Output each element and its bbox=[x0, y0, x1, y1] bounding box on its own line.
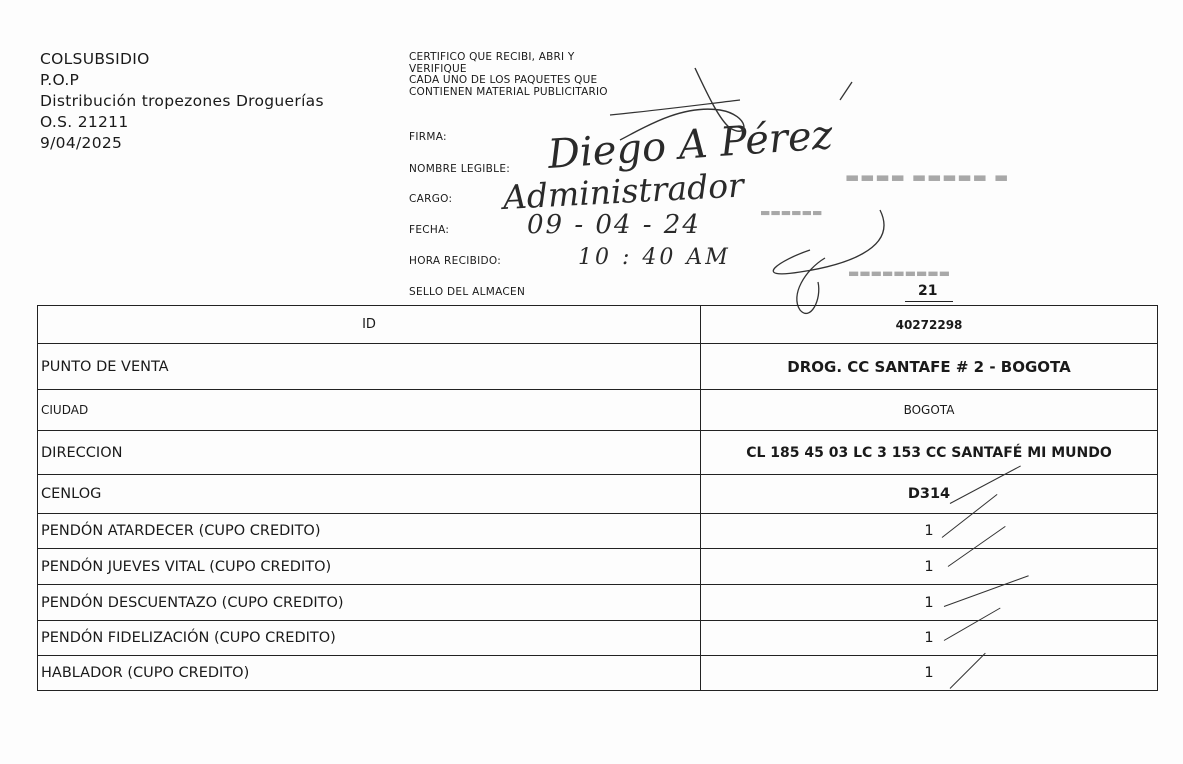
cert-line: VERIFIQUE bbox=[409, 62, 467, 75]
table-row bbox=[38, 430, 1157, 474]
row-label: PENDÓN FIDELIZACIÓN (CUPO CREDITO) bbox=[38, 621, 701, 655]
handwritten-cargo: Administrador bbox=[501, 165, 745, 217]
table-row bbox=[38, 474, 1157, 513]
certification-text bbox=[409, 52, 608, 98]
row-label: PENDÓN JUEVES VITAL (CUPO CREDITO) bbox=[38, 549, 701, 584]
row-label: CIUDAD bbox=[38, 390, 701, 430]
id-value: 40272298 bbox=[895, 317, 963, 332]
table-row bbox=[38, 389, 1157, 430]
stamp-mark: ▬▬▬▬ ▬▬▬▬▬ ▬ bbox=[845, 168, 1010, 186]
table-row bbox=[38, 548, 1157, 584]
row-value: D314 bbox=[907, 486, 951, 502]
row-label: PENDÓN DESCUENTAZO (CUPO CREDITO) bbox=[38, 585, 701, 620]
row-value: 1 bbox=[924, 523, 934, 539]
table-row bbox=[38, 513, 1157, 548]
stamp-mark: ▬▬▬▬▬▬▬▬▬ bbox=[848, 266, 951, 280]
header-block bbox=[40, 49, 324, 154]
table-row bbox=[38, 655, 1157, 690]
sello-underline bbox=[905, 301, 953, 302]
cargo-label: CARGO: bbox=[409, 193, 453, 205]
sello-number: 21 bbox=[918, 283, 938, 299]
hora-label: HORA RECIBIDO: bbox=[409, 255, 502, 267]
nombre-label: NOMBRE LEGIBLE: bbox=[409, 163, 511, 175]
table-row bbox=[38, 620, 1157, 655]
row-value: BOGOTA bbox=[903, 403, 955, 417]
company-name: COLSUBSIDIO bbox=[40, 50, 150, 68]
stamp-mark: ▬▬▬▬▬▬ bbox=[760, 206, 823, 219]
id-label: ID bbox=[38, 306, 701, 343]
row-label: DIRECCION bbox=[38, 431, 701, 474]
table-row bbox=[38, 306, 1157, 343]
firma-label: FIRMA: bbox=[409, 131, 447, 143]
row-value: 1 bbox=[924, 630, 934, 646]
document-date: 9/04/2025 bbox=[40, 134, 123, 152]
row-label: PENDÓN ATARDECER (CUPO CREDITO) bbox=[38, 514, 701, 548]
cert-line: CONTIENEN MATERIAL PUBLICITARIO bbox=[409, 85, 608, 98]
handwritten-fecha: 09 - 04 - 24 bbox=[527, 210, 701, 240]
fecha-label: FECHA: bbox=[409, 224, 450, 236]
row-value: 1 bbox=[924, 665, 934, 681]
cert-line: CERTIFICO QUE RECIBI, ABRI Y bbox=[409, 51, 575, 63]
handwritten-name: Diego A Pérez bbox=[546, 112, 835, 178]
row-value: CL 185 45 03 LC 3 153 CC SANTAFÉ MI MUNDO bbox=[746, 444, 1112, 461]
pop-label: P.O.P bbox=[40, 71, 80, 89]
sello-label: SELLO DEL ALMACEN bbox=[409, 286, 526, 298]
row-label: CENLOG bbox=[38, 475, 701, 513]
distribution-title: Distribución tropezones Droguerías bbox=[40, 92, 324, 110]
row-label: HABLADOR (CUPO CREDITO) bbox=[38, 656, 701, 690]
table-row bbox=[38, 343, 1157, 389]
row-value: 1 bbox=[924, 558, 934, 575]
signature-scribble bbox=[600, 60, 900, 330]
row-value: 1 bbox=[924, 594, 934, 611]
row-value: DROG. CC SANTAFE # 2 - BOGOTA bbox=[787, 357, 1071, 376]
handwritten-hora: 10 : 40 AM bbox=[578, 245, 731, 270]
cert-line: CADA UNO DE LOS PAQUETES QUE bbox=[409, 74, 598, 86]
row-label: PUNTO DE VENTA bbox=[38, 344, 701, 389]
order-number: O.S. 21211 bbox=[40, 113, 129, 131]
